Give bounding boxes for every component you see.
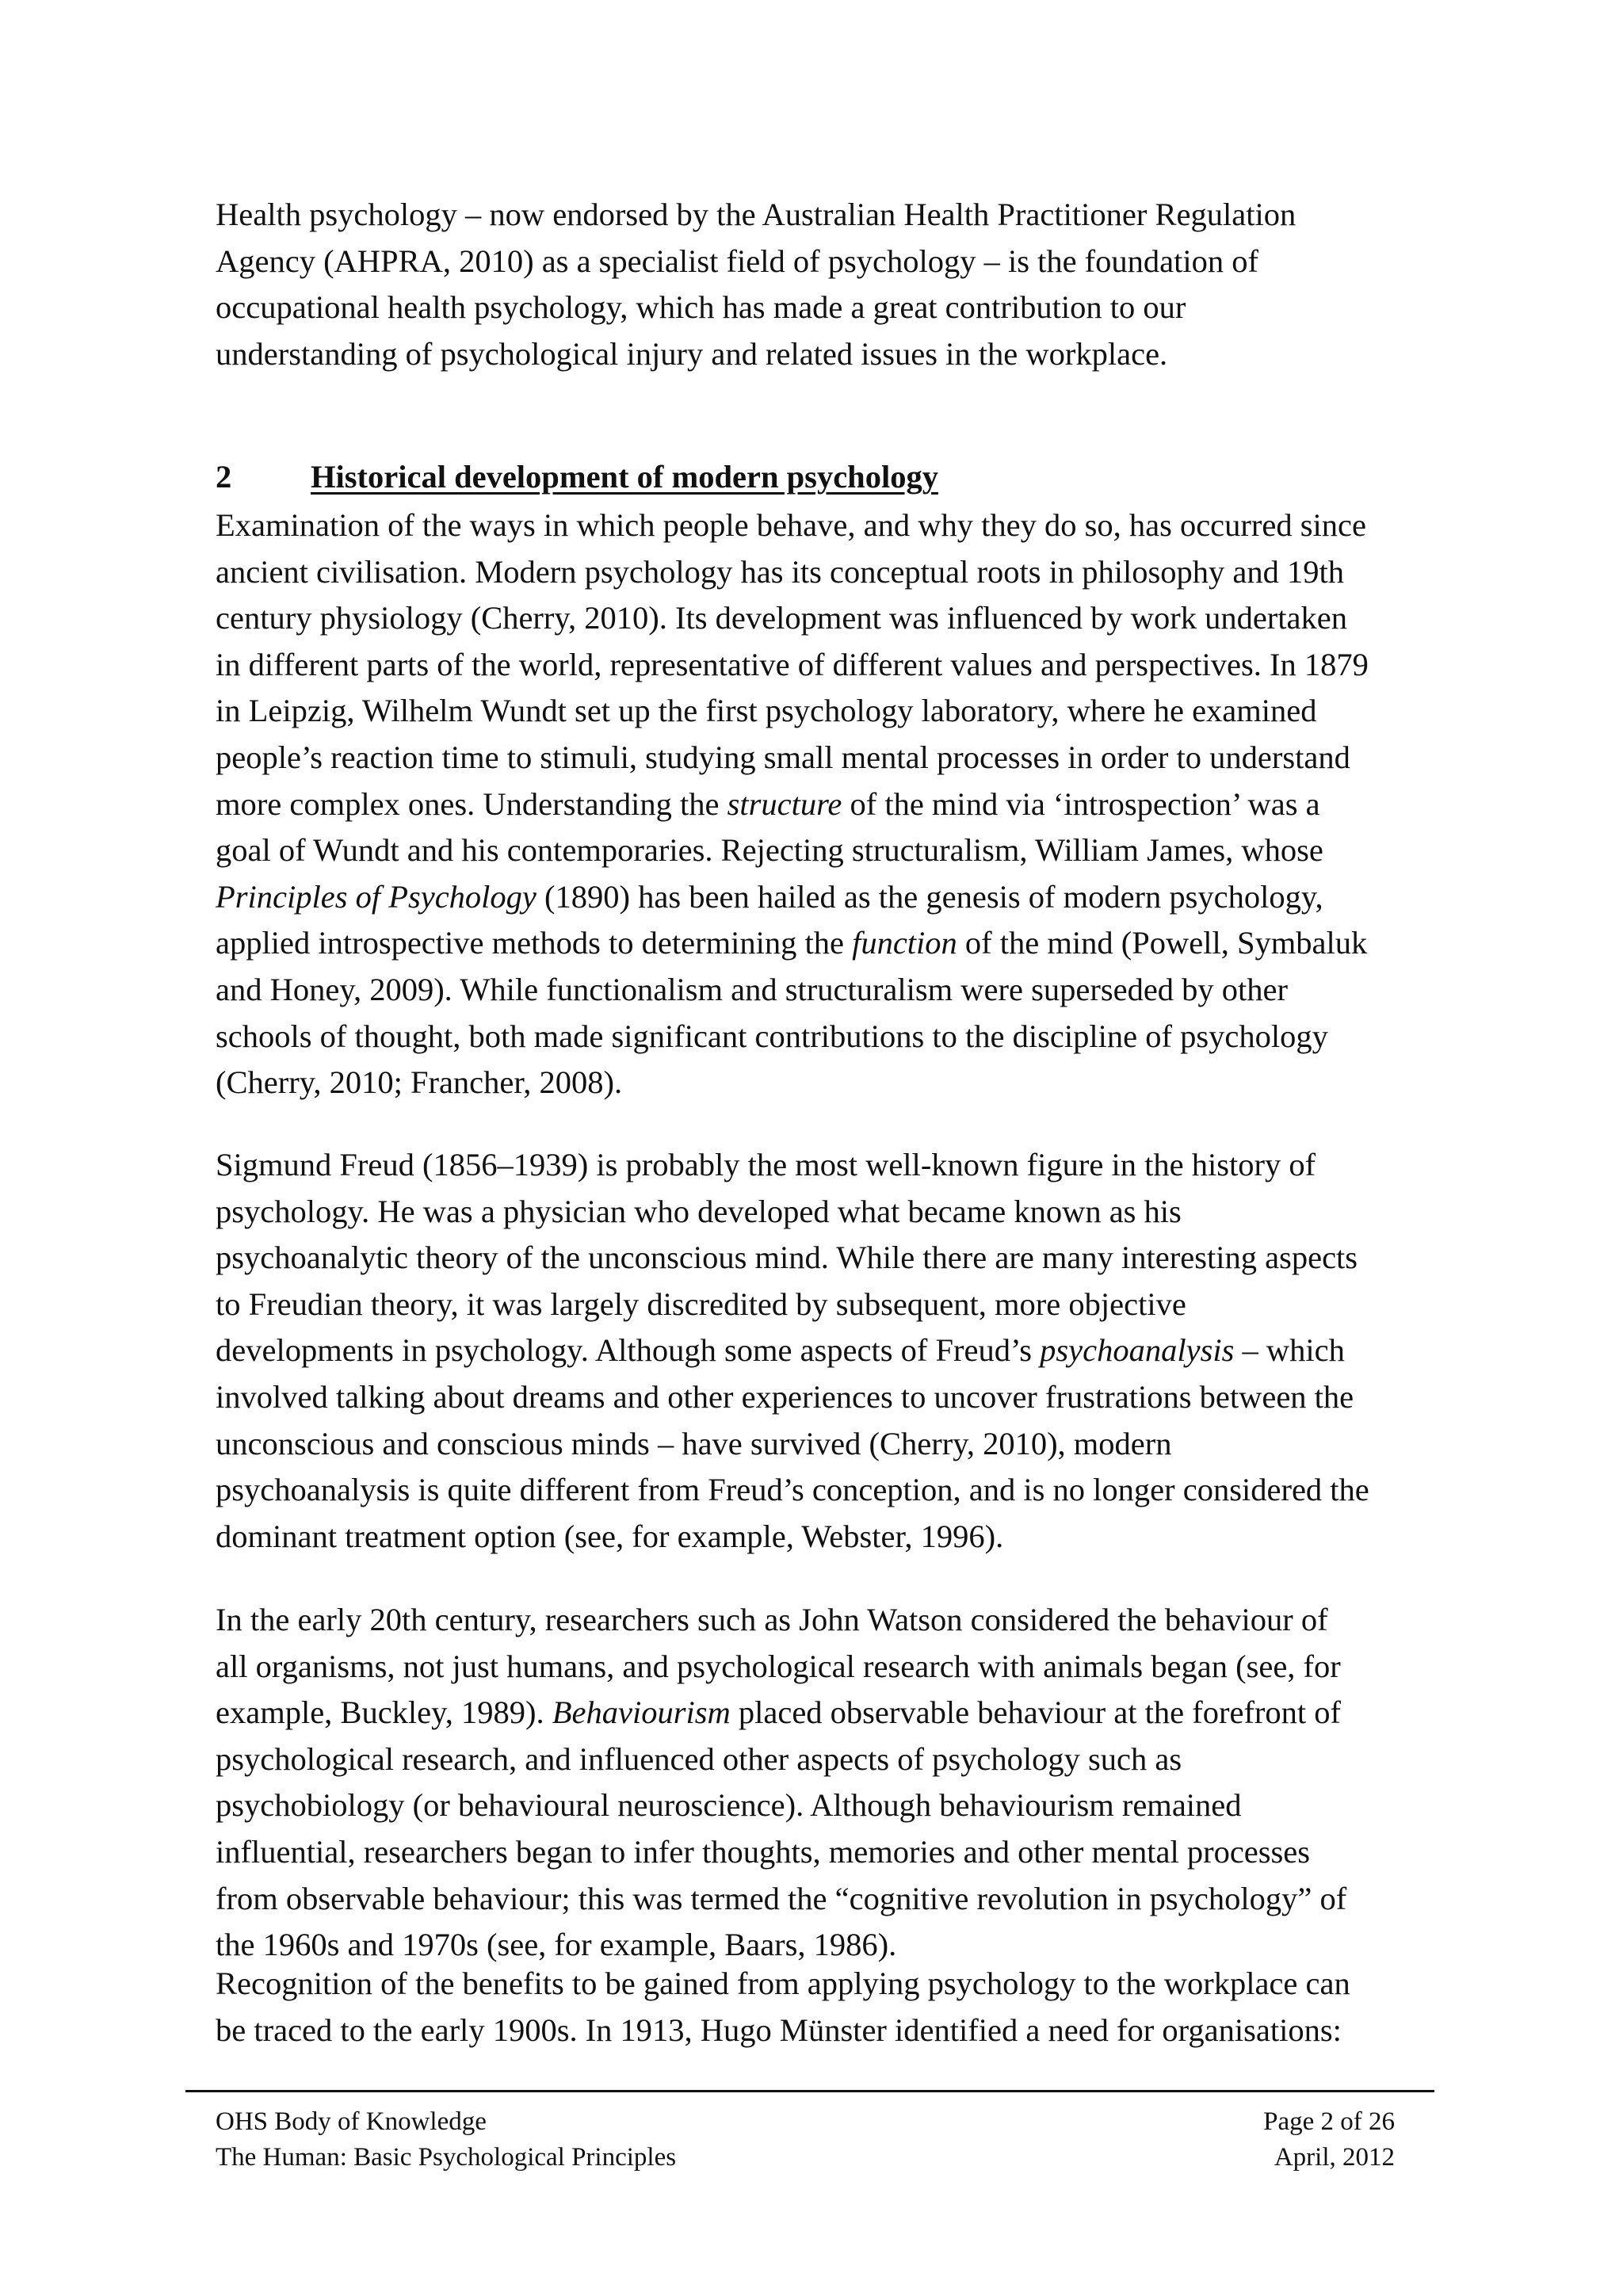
text-line: be traced to the early 1900s. In 1913, Hugo Münster identified a need for organisations: xyxy=(216,2011,1342,2048)
footer-publication-title: OHS Body of Knowledge xyxy=(216,2107,487,2136)
text-run: (1890) has been hailed as the genesis of modern psychology, xyxy=(536,878,1323,915)
text-line xyxy=(216,1690,1414,1736)
emphasis-behaviourism: Behaviourism xyxy=(552,1694,731,1731)
text-line: and Honey, 2009). While functionalism and structuralism were superseded by other xyxy=(216,971,1289,1007)
footer-date: April, 2012 xyxy=(1274,2143,1395,2172)
text-line xyxy=(216,1328,1414,1374)
text-run: more complex ones. Understanding the xyxy=(216,785,727,822)
text-line: from observable behaviour; this was termed the “cognitive revolution in psychology” of xyxy=(216,1880,1347,1916)
text-line: Recognition of the benefits to be gained from applying psychology to the workplace can xyxy=(216,1966,1350,2001)
text-line: psychoanalytic theory of the unconscious mind. While there are many interesting aspects xyxy=(216,1240,1358,1276)
text-line: involved talking about dreams and other experiences to uncover frustrations between the xyxy=(216,1378,1354,1415)
paragraph-health-psychology xyxy=(216,192,1414,377)
text-run: developments in psychology. Although some aspects of Freud’s xyxy=(216,1332,1041,1369)
text-line: century physiology (Cherry, 2010). Its development was influenced by work undertaken xyxy=(216,600,1348,636)
text-run: placed observable behaviour at the forefront of xyxy=(730,1694,1342,1731)
text-run: of the mind via ‘introspection’ was a xyxy=(842,785,1320,822)
footer-page-number: Page 2 of 26 xyxy=(1263,2107,1395,2136)
paragraph-workplace-psychology xyxy=(216,1961,1414,2053)
text-line: psychobiology (or behavioural neuroscience). Although behaviourism remained xyxy=(216,1787,1242,1824)
footer-chapter-title: The Human: Basic Psychological Principles xyxy=(216,2143,677,2172)
paragraph-behaviourism xyxy=(216,1597,1414,1969)
text-line: Examination of the ways in which people behave, and why they do so, has occurred since xyxy=(216,507,1366,543)
text-line: all organisms, not just humans, and psychological research with animals began (see, for xyxy=(216,1648,1341,1684)
text-line xyxy=(216,920,1414,967)
text-line: Sigmund Freud (1856–1939) is probably the most well-known figure in the history of xyxy=(216,1147,1316,1182)
text-line: influential, researchers began to infer thoughts, memories and other mental processes xyxy=(216,1833,1311,1870)
text-line: unconscious and conscious minds – have survived (Cherry, 2010), modern xyxy=(216,1425,1172,1461)
text-line: in different parts of the world, representative of different values and perspectives. In 1879 xyxy=(216,646,1369,682)
text-line: ancient civilisation. Modern psychology has its conceptual roots in philosophy and 19th xyxy=(216,553,1345,590)
paragraph-freud xyxy=(216,1142,1414,1560)
text-line: Health psychology – now endorsed by the Australian Health Practitioner Regulation xyxy=(216,197,1296,232)
text-line: schools of thought, both made significant contributions to the discipline of psychology xyxy=(216,1018,1328,1054)
text-line: people’s reaction time to stimuli, studying small mental processes in order to understand xyxy=(216,739,1350,775)
text-run: example, Buckley, 1989). xyxy=(216,1694,552,1731)
text-line: psychological research, and influenced other aspects of psychology such as xyxy=(216,1740,1182,1777)
text-line xyxy=(216,781,1414,828)
text-run: of the mind (Powell, Symbaluk xyxy=(957,925,1368,961)
text-line: Agency (AHPRA, 2010) as a specialist field of psychology – is the foundation of xyxy=(216,243,1259,279)
emphasis-psychoanalysis: psychoanalysis xyxy=(1040,1332,1235,1369)
text-line: In the early 20th century, researchers such as John Watson considered the behaviour of xyxy=(216,1602,1328,1637)
emphasis-structure: structure xyxy=(727,785,842,822)
text-line: goal of Wundt and his contemporaries. Rejecting structuralism, William James, whose xyxy=(216,832,1323,869)
text-line: to Freudian theory, it was largely discredited by subsequent, more objective xyxy=(216,1286,1186,1322)
text-line: understanding of psychological injury and related issues in the workplace. xyxy=(216,335,1168,372)
section-heading xyxy=(216,454,938,500)
footer-divider xyxy=(185,2090,1434,2092)
text-line xyxy=(216,874,1414,921)
text-run: applied introspective methods to determining the xyxy=(216,925,853,961)
text-run: – which xyxy=(1234,1332,1345,1369)
section-number: 2 xyxy=(216,459,232,495)
text-line: psychoanalysis is quite different from Freud’s conception, and is no longer considered the xyxy=(216,1472,1369,1508)
emphasis-book-title: Principles of Psychology xyxy=(216,878,537,915)
section-title: Historical development of modern psychology xyxy=(311,459,938,495)
text-line: in Leipzig, Wilhelm Wundt set up the first psychology laboratory, where he examined xyxy=(216,693,1317,729)
text-line: occupational health psychology, which has made a great contribution to our xyxy=(216,289,1186,326)
emphasis-function: function xyxy=(852,925,957,961)
paragraph-historical-development xyxy=(216,502,1414,1106)
text-line: psychology. He was a physician who developed what became known as his xyxy=(216,1193,1182,1229)
text-line: (Cherry, 2010; Francher, 2008). xyxy=(216,1064,623,1101)
text-line: the 1960s and 1970s (see, for example, Baars, 1986). xyxy=(216,1927,897,1963)
text-line: dominant treatment option (see, for example, Webster, 1996). xyxy=(216,1518,1004,1554)
